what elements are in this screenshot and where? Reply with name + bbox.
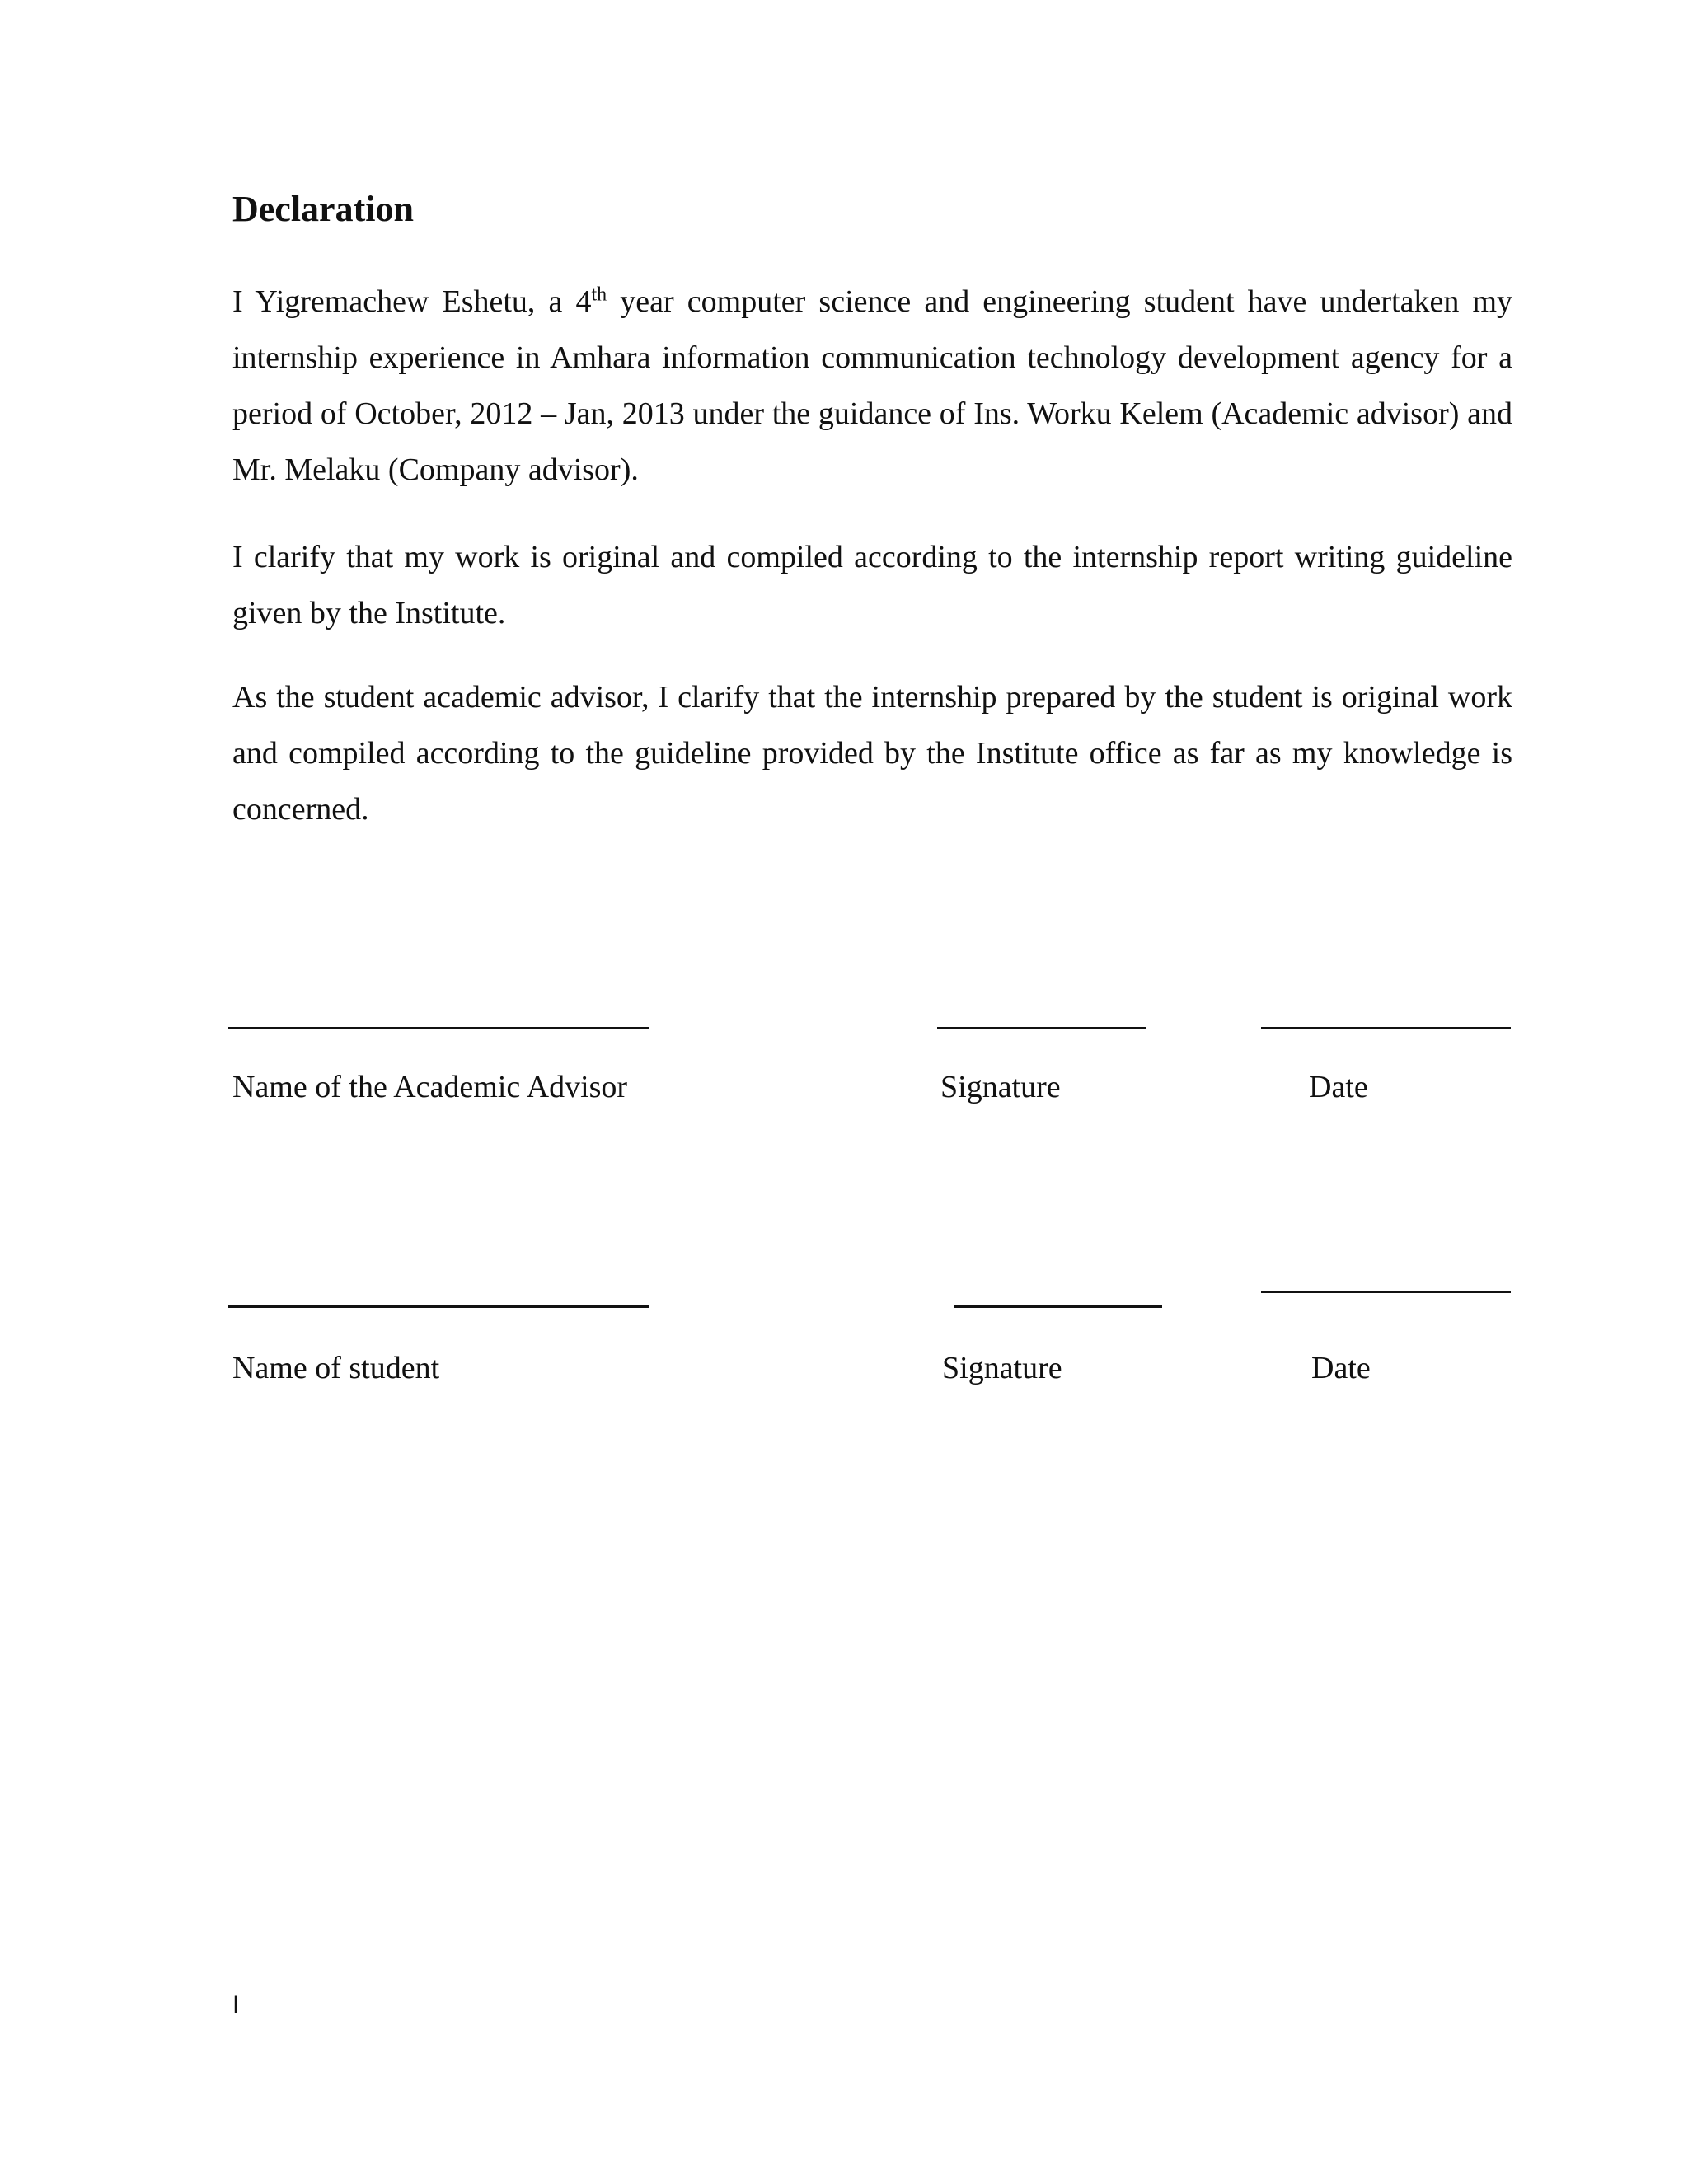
student-signature-line: [954, 1305, 1162, 1308]
student-name-line: [228, 1305, 649, 1308]
declaration-paragraph-1: [232, 274, 1512, 498]
advisor-date-label: Date: [1309, 1070, 1368, 1104]
advisor-signature-line: [937, 1027, 1146, 1029]
ordinal-suffix: th: [591, 284, 607, 306]
advisor-date-line: [1261, 1027, 1511, 1029]
advisor-name-label: Name of the Academic Advisor: [232, 1070, 628, 1104]
student-date-line: [1261, 1291, 1511, 1293]
paragraph-1-text-end: year computer science and engineering student have undertaken my internship experience in Amhara information communication technology development agency for a period of October, 2012 – Jan, 2013 under the guidance of Ins. Worku Kelem (Academic advisor) and Mr. Melaku (Company advisor).: [232, 284, 1512, 487]
advisor-name-line: [228, 1027, 649, 1029]
declaration-paragraph-2: I clarify that my work is original and compiled according to the internship report writing guideline given by the Institute.: [232, 540, 1512, 630]
page-number: I: [232, 1991, 240, 2018]
page-title: Declaration: [232, 189, 414, 229]
student-date-label: Date: [1311, 1351, 1371, 1385]
student-signature-label: Signature: [942, 1351, 1062, 1385]
student-name-label: Name of student: [232, 1351, 440, 1385]
paragraph-1-text-start: I Yigremachew Eshetu, a 4: [232, 284, 592, 319]
declaration-paragraph-3: As the student academic advisor, I clarify that the internship prepared by the student is original work and compiled according to the guideline provided by the Institute office as far as my knowledge is concerned.: [232, 680, 1512, 827]
advisor-signature-label: Signature: [940, 1070, 1061, 1104]
